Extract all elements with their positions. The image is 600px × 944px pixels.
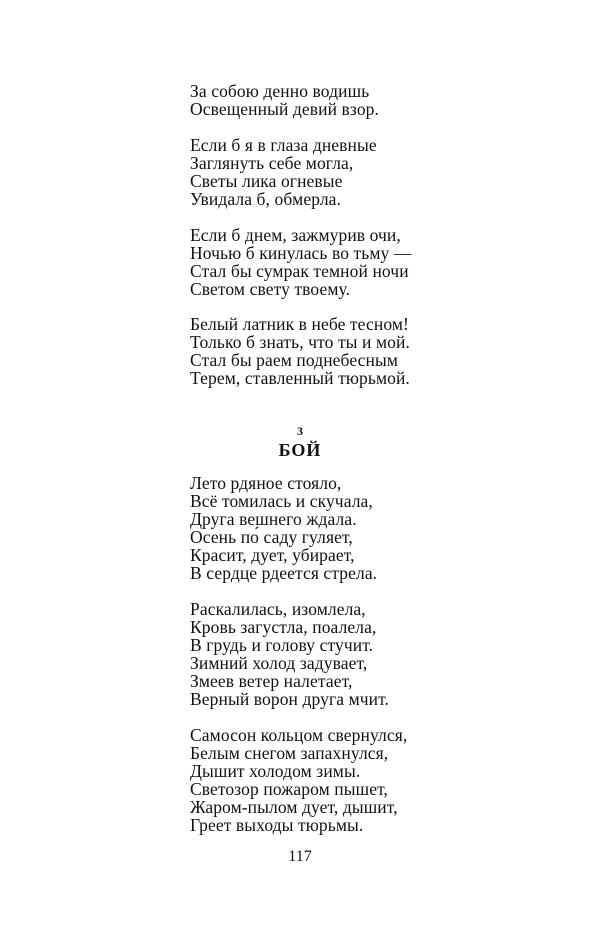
section-title: БОЙ xyxy=(278,440,322,460)
verse-line: Змеев ветер налетает, xyxy=(190,671,353,691)
stanza-7 xyxy=(190,726,407,834)
verse-line: Греет выходы тюрьмы. xyxy=(190,815,364,835)
verse-line: Кровь загустла, поалела, xyxy=(190,617,377,637)
verse-line: Ночью б кинулась во тьму — xyxy=(190,243,412,263)
page-number: 117 xyxy=(288,848,312,865)
verse-line: Белый латник в небе тесном! xyxy=(190,314,409,334)
verse-line: Жаром-пылом дует, дышит, xyxy=(190,797,398,817)
verse-line: В грудь и голову стучит. xyxy=(190,635,374,655)
verse-line: Зимний холод задувает, xyxy=(190,653,368,673)
verse-line: Заглянуть себе могла, xyxy=(190,153,354,173)
verse-line: Если б я в глаза дневные xyxy=(190,135,377,155)
verse-line: Терем, ставленный тюрьмой. xyxy=(190,368,410,388)
verse-line: Светы лика огневые xyxy=(190,171,343,191)
verse-line: Раскалилась, изомлела, xyxy=(190,599,366,619)
verse-line: Если б днем, зажмурив очи, xyxy=(190,225,401,245)
stanza-4 xyxy=(190,315,410,387)
stanza-3 xyxy=(190,226,411,298)
verse-line: Освещенный девий взор. xyxy=(190,99,379,119)
verse-line: Верный ворон друга мчит. xyxy=(190,689,390,709)
verse-line: Самосон кольцом свернулся, xyxy=(190,725,408,745)
stanza-2 xyxy=(190,136,377,208)
verse-line: Дышит холодом зимы. xyxy=(190,761,361,781)
verse-line: Стал бы раем поднебесным xyxy=(190,350,398,370)
verse-line: Стал бы сумрак темной ночи xyxy=(190,261,409,281)
verse-line: Осень по́ саду гуляет, xyxy=(190,527,353,547)
verse-line: Красит, дует, убирает, xyxy=(190,545,355,565)
verse-line: Только б знать, что ты и мой. xyxy=(190,332,410,352)
verse-line: В сердце рдеется стрела. xyxy=(190,563,378,583)
verse-line: Светозор пожаром пышет, xyxy=(190,779,388,799)
stanza-6 xyxy=(190,600,389,708)
verse-line: Всё томилась и скучала, xyxy=(190,491,373,511)
verse-line: Увидала б, обмерла. xyxy=(190,189,342,209)
verse-line: Светом свету твоему. xyxy=(190,279,351,299)
verse-line: За собою денно водишь xyxy=(190,81,370,101)
section-number: 3 xyxy=(297,424,303,438)
verse-line: Друга вешнего ждала. xyxy=(190,509,357,529)
verse-line: Лето рдяное стояло, xyxy=(190,473,342,493)
stanza-5 xyxy=(190,474,377,582)
stanza-1 xyxy=(190,82,379,118)
verse-line: Белым снегом запахнулся, xyxy=(190,743,389,763)
